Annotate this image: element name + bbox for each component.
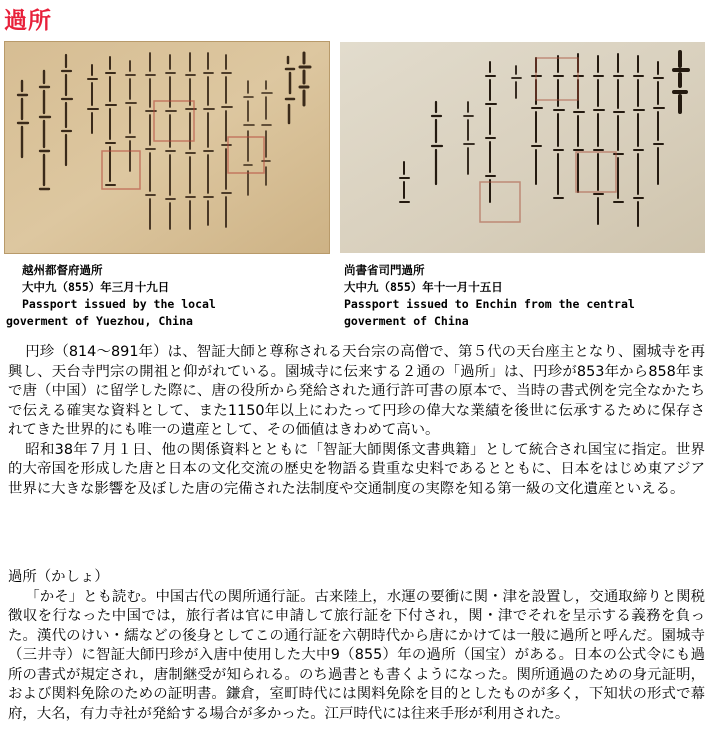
paragraph-2: 昭和38年７月１日、他の関係資料とともに「智証大師関係文書典籍」として統合され国宝に指定。世界的大帝国を形成した唐と日本の文化交流の歴史を物語る貴重な史料であるとともに、日本をはじめ東アジア世界に大きな影響を及ぼした唐の完備された法制度や交通制度の実際を知る第一級の文化遺産といえる。 [8,441,705,497]
central-passport-caption [344,262,635,330]
yuezhou-passport-caption [6,262,216,330]
paragraph-1: 円珍（814～891年）は、智証大師と尊称される天台宗の高僧で、第５代の天台座主となり、園城寺を再興し、天台寺門宗の開祖と仰がれている。園城寺に伝来する２通の「過所」は、円珍が853年から858年まで唐（中国）に留学した際に、唐の役所から発給された通行許可書の原本で、当時の書式例を完全なかたちで伝える確実な資料として、また1150年以上にわたって円珍の偉大な業績を後世に伝承するために保存されてきた世界的にも唯一の遺産として、その価値はきわめて高い。 [8,344,705,438]
page-title: 過所 [4,8,52,34]
caption-english-line2: goverment of China [344,314,469,328]
term-definition [8,568,705,724]
caption-english-line1: Passport issued to Enchin from the central [344,297,635,311]
caption-date: 大中九（855）年十一月十五日 [344,280,503,294]
yuezhou-passport-photo [4,41,330,254]
caption-date: 大中九（855）年三月十九日 [22,280,170,294]
caption-english-line1: Passport issued by the local [22,297,216,311]
caption-name: 越州都督府過所 [22,263,103,277]
enchin-description [8,343,705,499]
caption-english-line2: goverment of Yuezhou, China [6,314,193,328]
term-heading: 過所（かしょ） [8,569,109,585]
central-passport-photo [340,42,705,253]
caption-name: 尚書省司門過所 [344,263,425,277]
term-text: 「かそ」とも読む。中国古代の関所通行証。古来陸上，水運の要衝に関・津を設置し，交通取締りと関税徴収を行なった中国では，旅行者は官に申請して旅行証を下付され，関・津でそれを呈示する義務を負った。漢代のけい・繻などの後身としてこの通行証を六朝時代から唐にかけては一般に過所と呼んだ。園城寺（三井寺）に智証大師円珍が入唐中使用した大中9（855）年の過所（国宝）がある。日本の公式令にも過所の書式が規定され，唐制継受が知られる。のち過書とも書くようになった。関所通過のための身元証明，および関料免除のための証明書。鎌倉，室町時代には関料免除を目的としたものが多く，下知状の形式で幕府，大名，有力寺社が発給する場合が多かった。江戸時代には往来手形が利用された。 [8,588,705,722]
